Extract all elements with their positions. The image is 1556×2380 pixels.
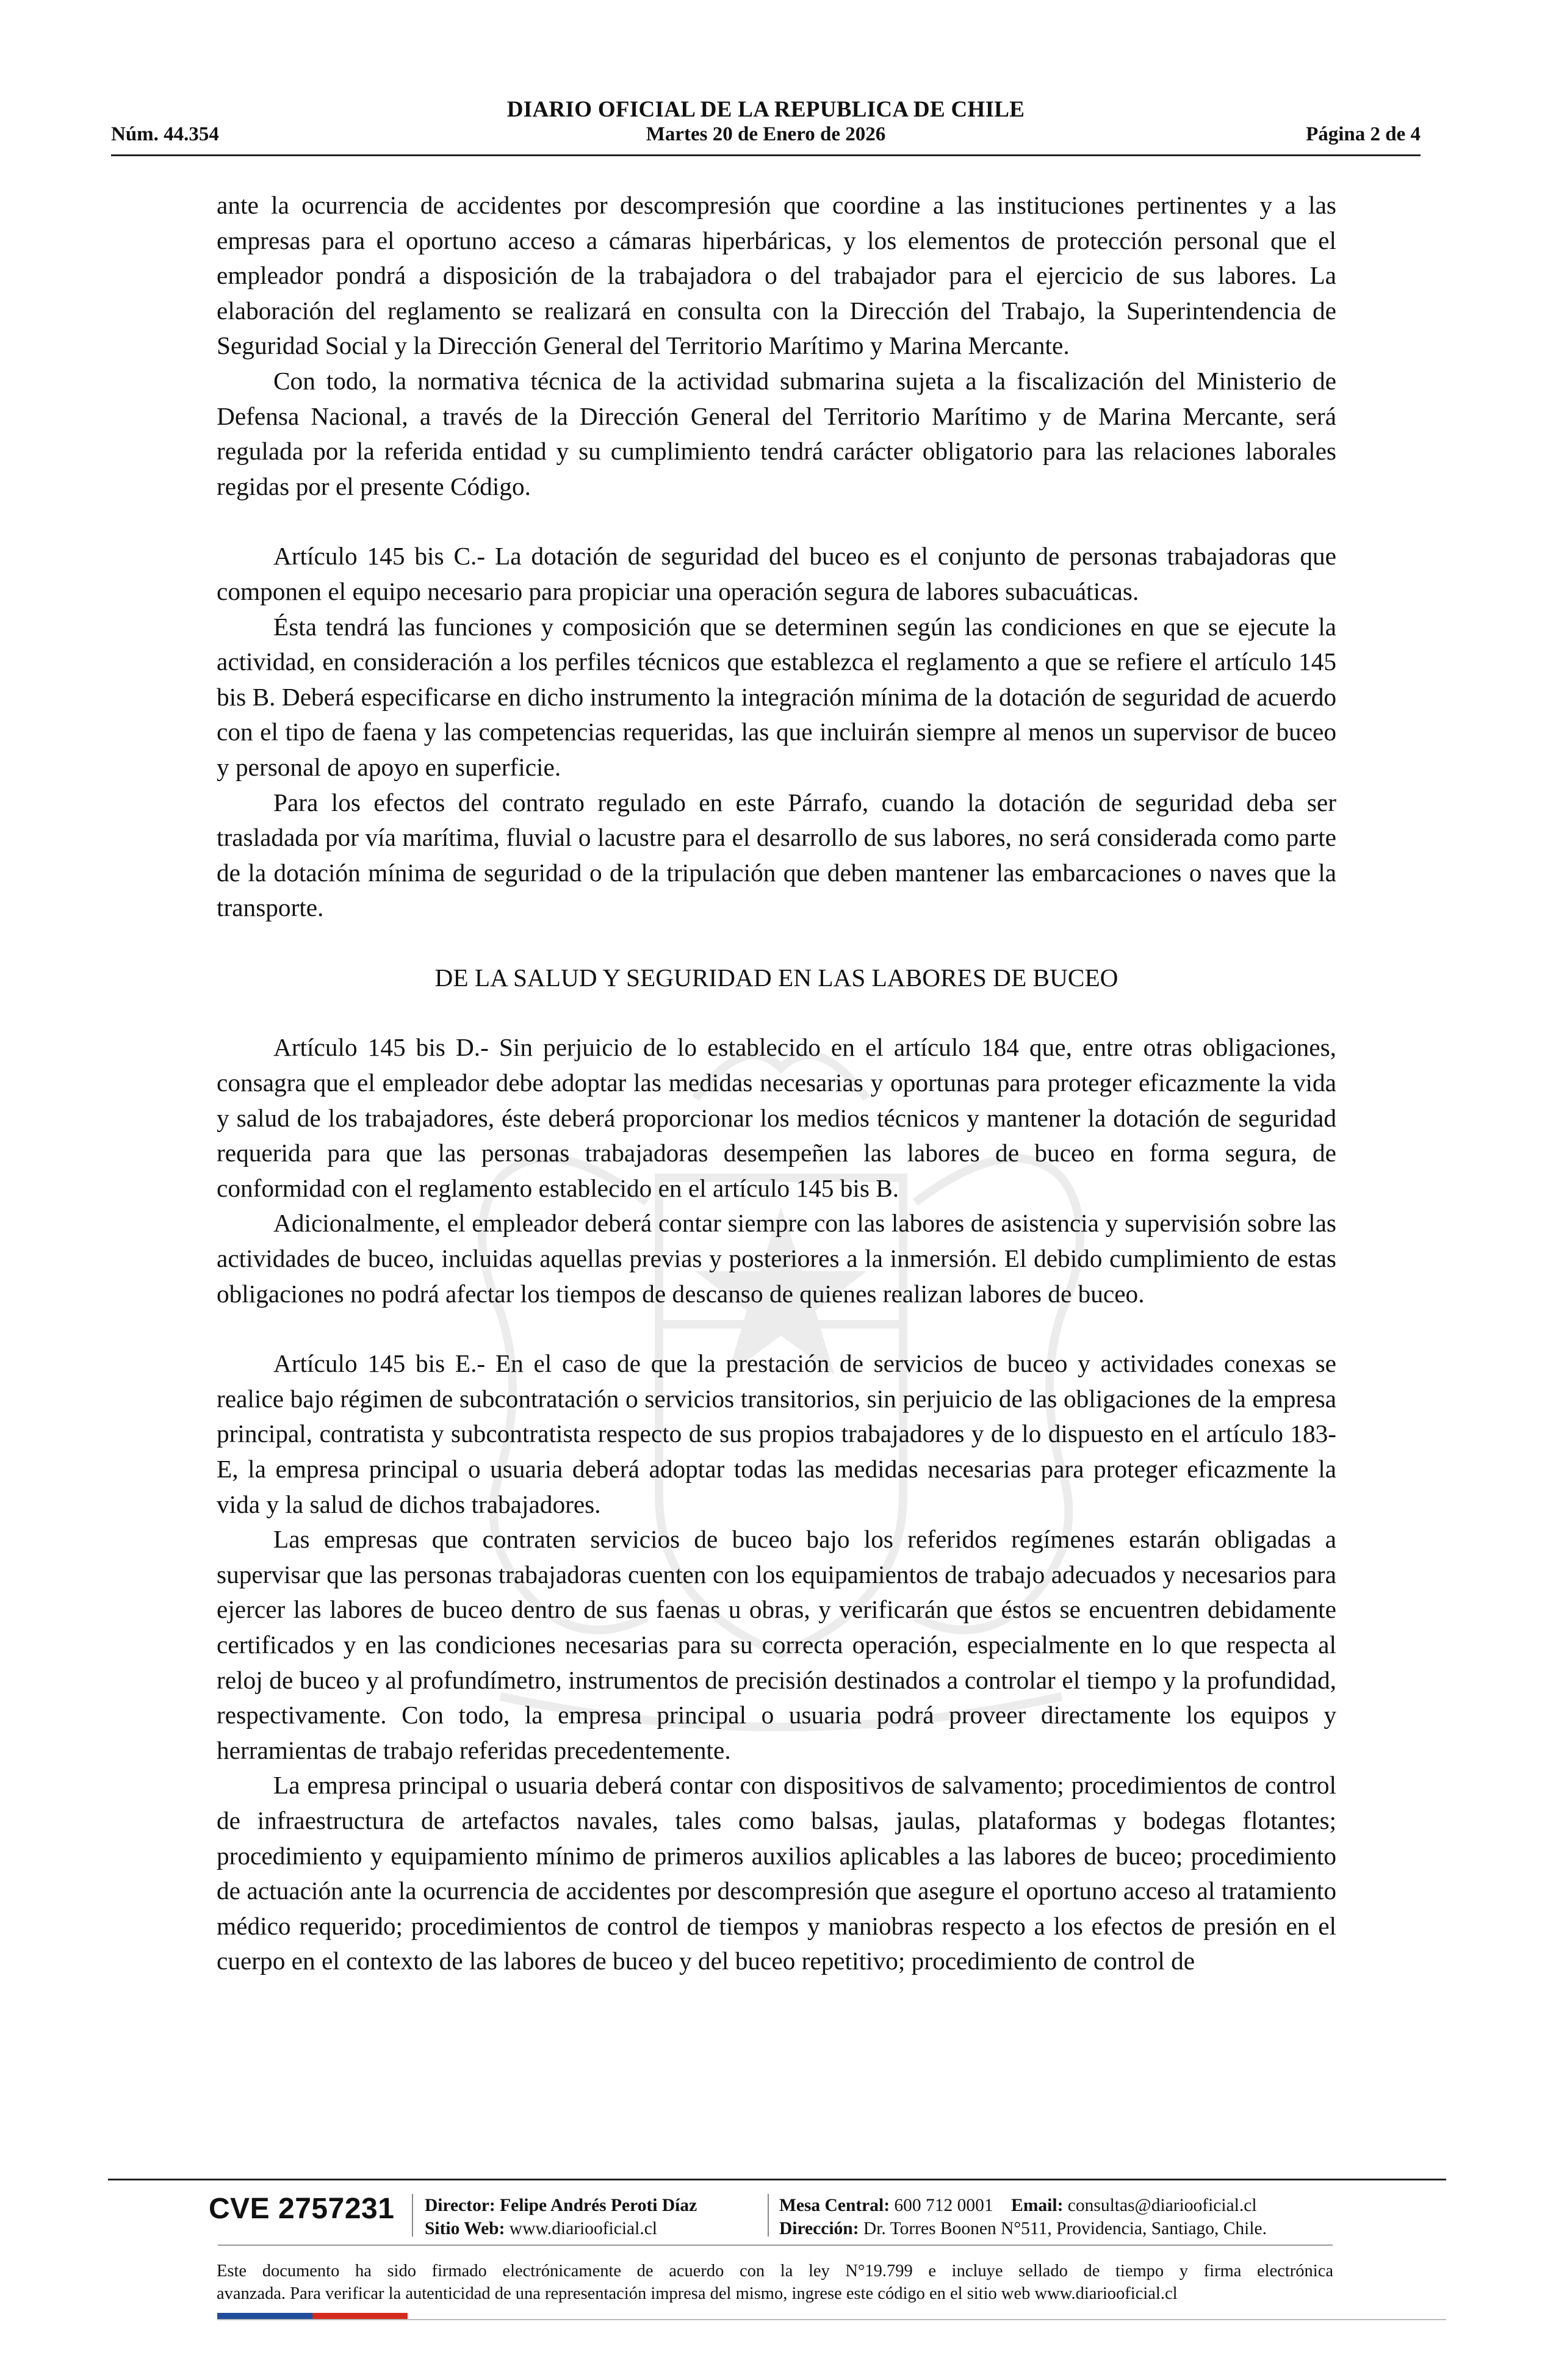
publication-title: DIARIO OFICIAL DE LA REPUBLICA DE CHILE <box>506 97 1025 122</box>
section-heading: DE LA SALUD Y SEGURIDAD EN LAS LABORES DE BUCEO <box>434 963 1118 992</box>
article-145-bis-c: Artículo 145 bis C.- La dotación de seguridad del buceo es el conjunto de personas trabajadoras que componen el equipo necesario para propiciar una operación segura de labores subacuáticas. <box>217 542 1336 605</box>
footer-director-block <box>425 2194 766 2240</box>
web-label: Sitio Web: <box>425 2219 505 2238</box>
legal-line: Este documento ha sido firmado electrónicamente de acuerdo con la ley N°19.799 e incluye sellado de tiempo y firma electrónica <box>217 2262 1333 2281</box>
phone-label: Mesa Central: <box>779 2196 890 2215</box>
article-145-bis-e: Artículo 145 bis E.- En el caso de que la prestación de servicios de buceo y actividades conexas se realice bajo régimen de subcontratación o servicios transitorios, sin perjuicio de las obligaciones de la empresa principal, contratista y subcontratista respecto de sus propios trabajadores y de lo dispuesto en el artículo 183-E, la empresa principal o usuaria deberá adoptar todas las medidas necesarias para proteger eficazmente la vida y la salud de dichos trabajadores. <box>217 1349 1336 1518</box>
footer-divider <box>108 2179 1446 2180</box>
article-145-bis-d: Artículo 145 bis D.- Sin perjuicio de lo establecido en el artículo 184 que, entre otras obligaciones, consagra que el empleador debe adoptar las medidas necesarias y oportunas para proteger eficazmente la vida y salud de los trabajadores, éste deberá proporcionar los medios técnicos y mantener la dotación de seguridad requerida para que las personas trabajadoras desempeñen las labores de buceo en forma segura, de conformidad con el reglamento establecido en el artículo 145 bis B. <box>217 1033 1336 1202</box>
legal-line: avanzada. Para verificar la autenticidad de una representación impresa del mismo, ingrese este código en el sitio web www.diariooficial.cl <box>217 2284 1178 2303</box>
director-label: Director: <box>425 2196 495 2215</box>
issue-number: Núm. 44.354 <box>111 123 219 145</box>
email-link[interactable]: consultas@diariooficial.cl <box>1067 2196 1257 2215</box>
paragraph: La empresa principal o usuaria deberá contar con dispositivos de salvamento; procedimientos de control de infraestructura de artefactos navales, tales como balsas, jaulas, plataformas y bodegas flotantes; procedimiento y equipamiento mínimo de primeros auxilios aplicables a las labores de buceo; procedimiento de actuación ante la ocurrencia de accidentes por descompresión que asegure el oportuno acceso al tratamiento médico requerido; procedimientos de control de tiempos y maniobras respecto a los efectos de presión en el cuerpo en el contexto de las labores de buceo y del buceo repetitivo; procedimiento de control de <box>217 1771 1336 1975</box>
address-value: Dr. Torres Boonen N°511, Providencia, Santiago, Chile. <box>863 2219 1267 2238</box>
footer-separator <box>412 2194 413 2237</box>
footer-separator <box>768 2194 769 2237</box>
footer-bottom-divider <box>217 2319 1446 2320</box>
phone-value: 600 712 0001 <box>894 2196 993 2215</box>
website-link[interactable]: www.diariooficial.cl <box>509 2219 657 2238</box>
document-body <box>217 188 1336 1979</box>
page-header <box>111 92 1421 155</box>
issue-date: Martes 20 de Enero de 2026 <box>646 123 886 145</box>
email-label: Email: <box>1011 2196 1064 2215</box>
header-divider <box>111 154 1421 156</box>
footer-divider <box>218 2245 1333 2246</box>
paragraph: Para los efectos del contrato regulado en este Párrafo, cuando la dotación de seguridad deba ser trasladada por vía marítima, fluvial o lacustre para el desarrollo de sus labores, no será considerada como parte de la dotación mínima de seguridad o de la tripulación que deben mantener las embarcaciones o naves que la transporte. <box>217 788 1336 922</box>
director-name: Felipe Andrés Peroti Díaz <box>500 2196 697 2215</box>
paragraph: ante la ocurrencia de accidentes por descompresión que coordine a las instituciones pertinentes y a las empresas para el oportuno acceso a cámaras hiperbáricas, y los elementos de protección personal que el empleador pondrá a disposición de la trabajadora o del trabajador para el ejercicio de sus labores. La elaboración del reglamento se realizará en consulta con la Dirección del Trabajo, la Superintendencia de Seguridad Social y la Dirección General del Territorio Marítimo y Marina Mercante. <box>217 191 1336 360</box>
legal-notice <box>217 2260 1333 2305</box>
paragraph: Adicionalmente, el empleador deberá contar siempre con las labores de asistencia y supervisión sobre las actividades de buceo, incluidas aquellas previas y posteriores a la inmersión. El debido cumplimiento de estas obligaciones no podrá afectar los tiempos de descanso de quienes realizan labores de buceo. <box>217 1209 1336 1308</box>
cve-code: CVE 2757231 <box>209 2193 395 2225</box>
paragraph: Con todo, la normativa técnica de la actividad submarina sujeta a la fiscalización del Ministerio de Defensa Nacional, a través de la Dirección General del Territorio Marítimo y de Marina Mercante, será regulada por la referida entidad y su cumplimiento tendrá carácter obligatorio para las relaciones laborales regidas por el presente Código. <box>217 366 1336 500</box>
paragraph: Ésta tendrá las funciones y composición que se determinen según las condiciones en que se ejecute la actividad, en consideración a los perfiles técnicos que establezca el reglamento a que se refiere el artículo 145 bis B. Deberá especificarse en dicho instrumento la integración mínima de la dotación de seguridad de acuerdo con el tipo de faena y las competencias requeridas, las que incluirán siempre al menos un supervisor de buceo y personal de apoyo en superficie. <box>217 612 1336 781</box>
address-label: Dirección: <box>779 2219 859 2238</box>
paragraph: Las empresas que contraten servicios de buceo bajo los referidos regímenes estarán obligadas a supervisar que las personas trabajadoras cuenten con los equipamientos de trabajo adecuados y necesarios para ejercer las labores de buceo dentro de sus faenas u obras, y verificarán que éstos se encuentren debidamente certificados y en las condiciones necesarias para su correcta operación, especialmente en lo que respecta al reloj de buceo y al profundímetro, instrumentos de precisión destinados a controlar el tiempo y la profundidad, respectivamente. Con todo, la empresa principal o usuaria podrá proveer directamente los equipos y herramientas de trabajo referidas precedentemente. <box>217 1525 1336 1764</box>
footer-contact-block <box>779 2194 1353 2240</box>
page-indicator: Página 2 de 4 <box>1306 123 1421 145</box>
